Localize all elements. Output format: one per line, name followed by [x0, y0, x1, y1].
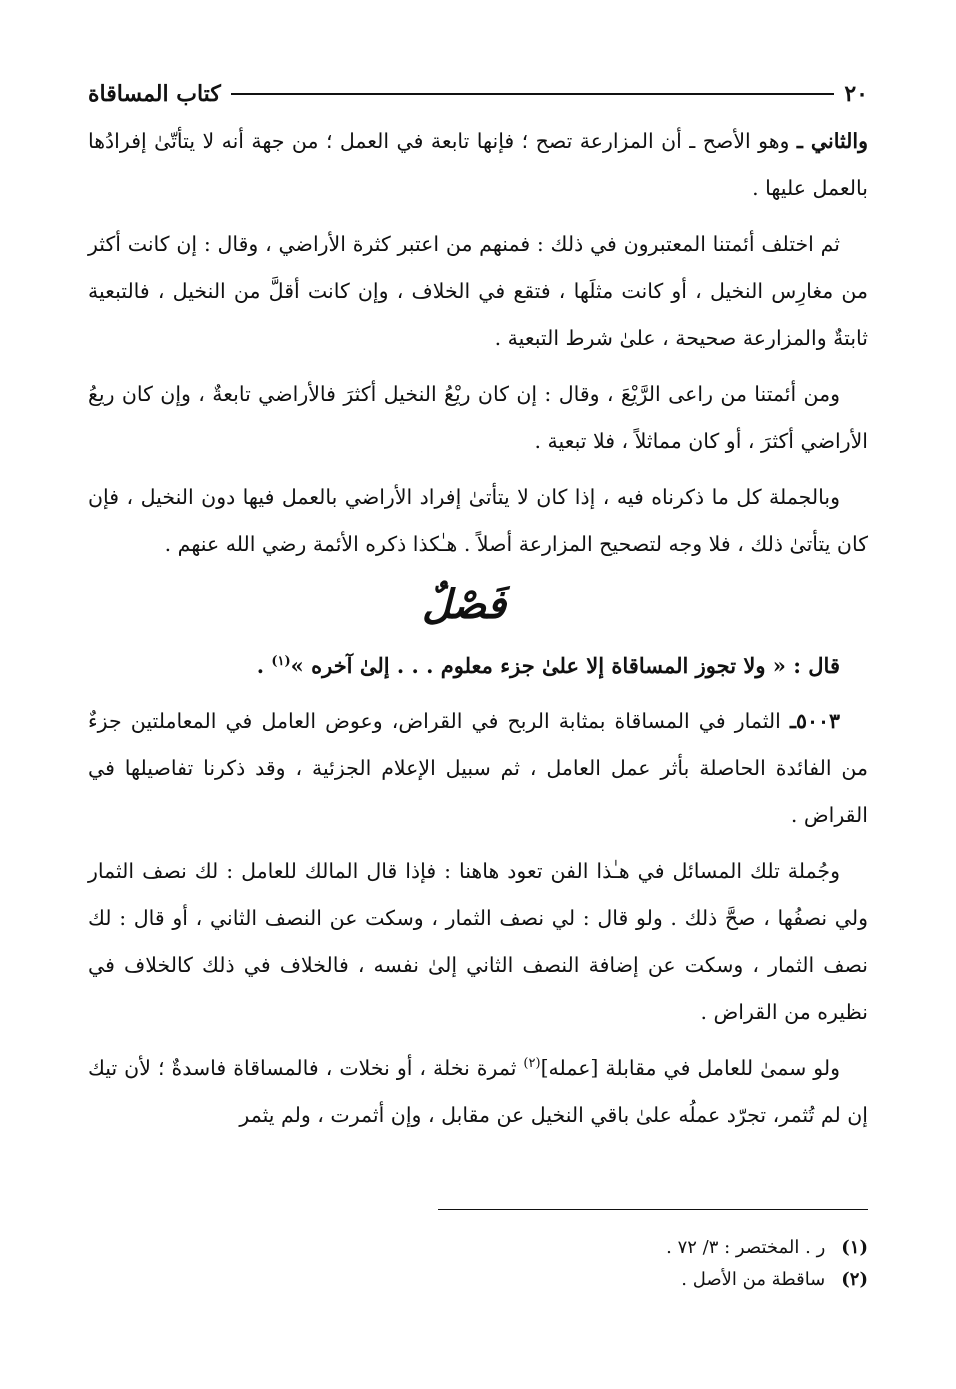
paragraph-5-number: ٥٠٠٣ـ: [789, 709, 840, 733]
quoted-rule-end: .: [256, 653, 272, 678]
footnote-ref-1[interactable]: (١): [271, 654, 291, 669]
quoted-rule: [88, 642, 868, 689]
paragraph-1: [88, 118, 868, 212]
footnotes: [88, 1232, 868, 1296]
quoted-rule-text: « ولا تجوز المساقاة إلا علىٰ جزء معلوم . . . إلىٰ آخره »: [290, 653, 794, 678]
footnote-number: (١): [841, 1237, 868, 1258]
quoted-rule-lead: قال :: [793, 653, 840, 678]
paragraph-5: [88, 698, 868, 839]
footnote-ref-2[interactable]: (٢): [523, 1056, 541, 1072]
book-title: كتاب المساقاة: [88, 81, 221, 107]
paragraph-1-lead: والثاني ـ: [796, 129, 868, 153]
paragraph-1-text: وهو الأصح ـ أن المزارعة تصح ؛ فإنها تابعة في العمل ؛ من جهة أنه لا يتأتّىٰ إفرادُها بالعمل عليها .: [88, 129, 868, 200]
section-heading-fasl: فَصْلٌ: [421, 581, 507, 628]
footnote-2: [88, 1264, 868, 1296]
footnote-1: [88, 1232, 868, 1264]
footnote-number: (٢): [841, 1269, 868, 1290]
paragraph-7-part-a: ولو سمىٰ للعامل في مقابلة [عمله]: [540, 1056, 840, 1080]
paragraph-3: ومن أئمتنا من راعى الرَّيْعَ ، وقال : إن كان ريْعُ النخيل أكثرَ فالأراضي تابعةٌ ، وإن كان ريعُ الأراضي أكثرَ ، أو كان مماثلاً ، فلا تبعية .: [88, 382, 868, 453]
footnote-separator: [438, 1209, 868, 1210]
paragraph-7: [88, 1045, 868, 1139]
paragraph-5-text: الثمار في المساقاة بمثابة الربح في القراض، وعوض العامل في المعاملتين جزءٌ من الفائدة الحاصلة بأثر عمل العامل ، ثم سبيل الإعلام الجزئية ، وقد ذكرنا تفاصيلها في القراض .: [88, 709, 868, 827]
footnote-text: ساقطة من الأصل .: [681, 1269, 826, 1290]
footnote-text: ر . المختصر : ٣/ ٧٢ .: [666, 1237, 826, 1258]
page-body: [88, 118, 868, 1148]
page-number: ٢٠: [844, 81, 868, 107]
paragraph-2: ثم اختلف أئمتنا المعتبرون في ذلك : فمنهم من اعتبر كثرة الأراضي ، وقال : إن كانت أكثر من مغارِس النخيل ، أو كانت مثلَها ، فتقع في الخلاف ، وإن كانت أقلَّ من النخيل ، فالتبعية ثابتةٌ والمزارعة صحيحة ، علىٰ شرط التبعية .: [88, 232, 868, 350]
paragraph-7-part-b: ثمرة نخلة ، أو نخلات ، فالمساقاة فاسدةٌ ؛ لأن تيك إن لم تُثمر، تجرّد عملُه علىٰ باقي النخيل عن مقابل ، وإن أثمرت ، ولم يثمر: [88, 1056, 868, 1127]
page-header: [88, 74, 868, 114]
paragraph-4: وبالجملة كل ما ذكرناه فيه ، إذا كان لا يتأتىٰ إفراد الأراضي بالعمل فيها دون النخيل ، فإن كان يتأتىٰ ذلك ، فلا وجه لتصحيح المزارعة أصلاً . هـٰكذا ذكره الأئمة رضي الله عنهم .: [88, 485, 868, 556]
paragraph-6: وجُملة تلك المسائل في هـٰذا الفن تعود هاهنا : فإذا قال المالك للعامل : لك نصف الثمار ولي نصفُها ، صحَّ ذلك . ولو قال : لي نصف الثمار ، وسكت عن النصف الثاني ، أو قال : لك نصف الثمار ، وسكت عن إضافة النصف الثاني إلىٰ نفسه ، فالخلاف في ذلك كالخلاف في نظيره من القراض .: [88, 859, 868, 1024]
header-rule: [231, 93, 835, 95]
